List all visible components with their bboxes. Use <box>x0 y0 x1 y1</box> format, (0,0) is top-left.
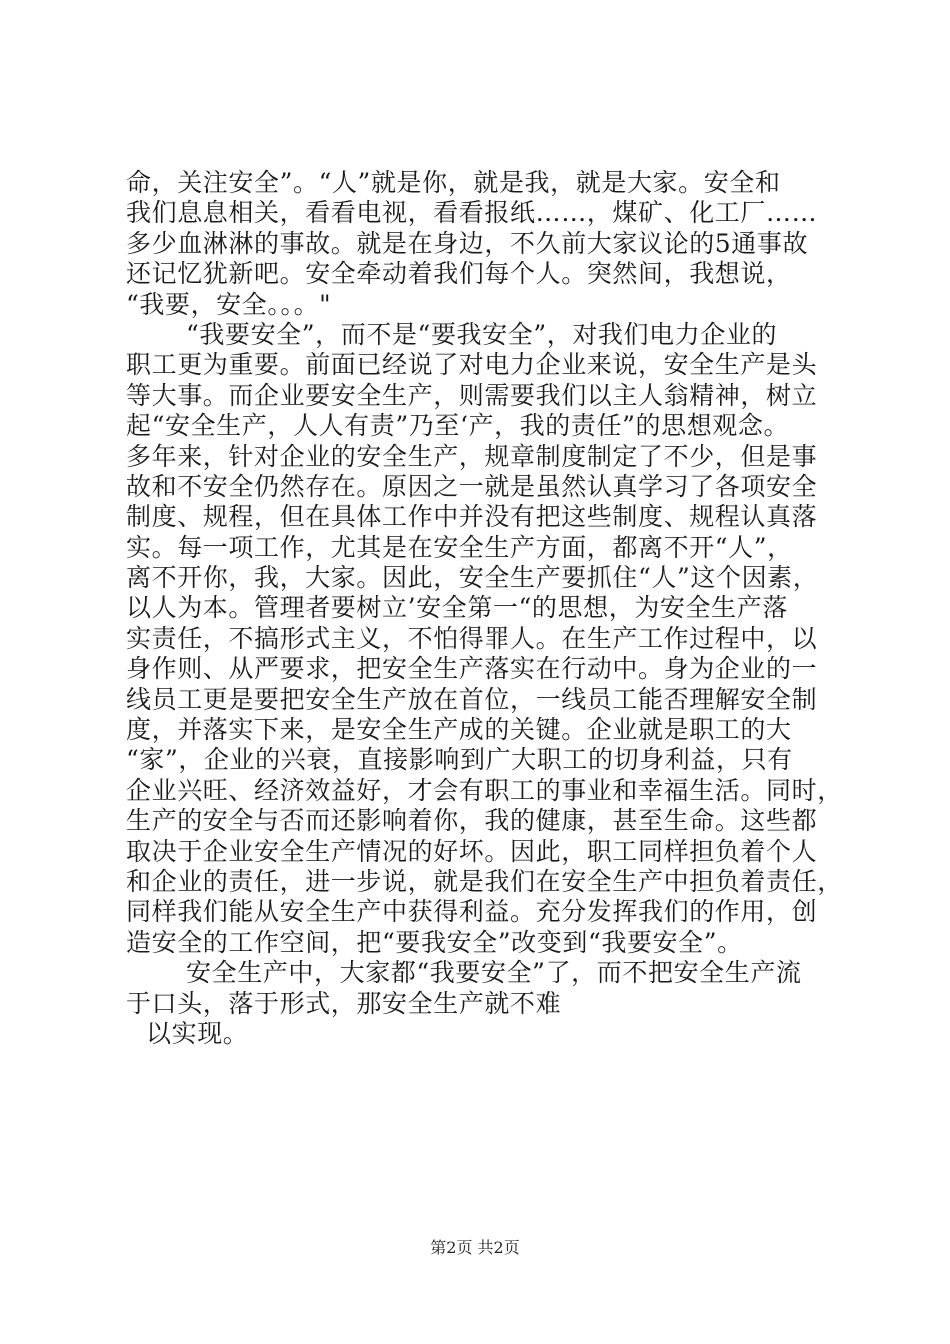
text-line: 线员工更是要把安全生产放在首位，一线员工能否理解安全制 <box>126 684 818 714</box>
text-line: 实。每一项工作，尤其是在安全生产方面，都离不开“人”， <box>126 532 793 562</box>
text-line: 故和不安全仍然存在。原因之一就是虽然认真学习了各项安全 <box>126 471 818 501</box>
text-line: 和企业的责任，进一步说，就是我们在安全生产中担负着责任， <box>126 866 843 896</box>
text-line: 度，并落实下来，是安全生产成的关键。企业就是职工的大 <box>126 715 792 745</box>
text-line: 同样我们能从安全生产中获得利益。充分发挥我们的作用，创 <box>126 897 818 927</box>
body-text <box>126 168 843 1049</box>
page-footer: 第2页 共2页 <box>430 1238 520 1257</box>
text-line: 职工更为重要。前面已经说了对电力企业来说，安全生产是头 <box>126 350 818 380</box>
paragraph-start: “我要安全”，而不是“要我安全”，对我们电力企业的 <box>186 319 778 349</box>
paragraph-start: 安全生产中，大家都“我要安全”了，而不把安全生产流 <box>186 958 802 988</box>
text-line: 身作则、从严要求，把安全生产落实在行动中。身为企业的一 <box>126 654 818 684</box>
text-line: 还记忆犹新吧。安全牵动着我们每个人。突然间，我想说， <box>126 259 792 289</box>
text-line: 生产的安全与否而还影响着你，我的健康，甚至生命。这些都 <box>126 806 818 836</box>
text-line: 离不开你，我，大家。因此，安全生产要抓住“人”这个因素， <box>126 563 819 593</box>
text-line: 起“安全生产，人人有责”乃至‘产，我的责任”的思想观念。 <box>126 411 790 441</box>
text-line: 取决于企业安全生产情况的好坏。因此，职工同样担负着个人 <box>126 836 818 866</box>
text-line: 命，关注安全”。“人”就是你，就是我，就是大家。安全和 <box>126 168 781 197</box>
text-line: 等大事。而企业要安全生产，则需要我们以主人翁精神，树立 <box>126 380 818 410</box>
text-line: 制度、规程，但在具体工作中并没有把这些制度、规程认真落 <box>126 502 818 532</box>
text-line: 我们息息相关，看看电视，看看报纸……，煤矿、化工厂…… <box>126 198 818 228</box>
text-line: “家”，企业的兴衰，直接影响到广大职工的切身利益，只有 <box>126 745 793 775</box>
text-line: 多少血淋淋的事故。就是在身边，不久前大家议论的5通事故 <box>126 228 809 258</box>
text-line: 以人为本。管理者要树立’安全第一“的思想，为安全生产落 <box>126 593 788 623</box>
text-line: “我要，安全。。。" <box>126 289 332 319</box>
text-line: 于口头，落于形式，那安全生产就不难 <box>126 988 562 1018</box>
text-line: 企业兴旺、经济效益好，才会有职工的事业和幸福生活。同时， <box>126 775 843 805</box>
text-line: 实责任，不搞形式主义，不怕得罪人。在生产工作过程中，以 <box>126 623 818 653</box>
text-line: 以实现。 <box>146 1018 249 1048</box>
text-line: 造安全的工作空间，把“要我安全”改变到“我要安全”。 <box>126 927 743 957</box>
text-line: 多年来，针对企业的安全生产，规章制度制定了不少，但是事 <box>126 441 818 471</box>
